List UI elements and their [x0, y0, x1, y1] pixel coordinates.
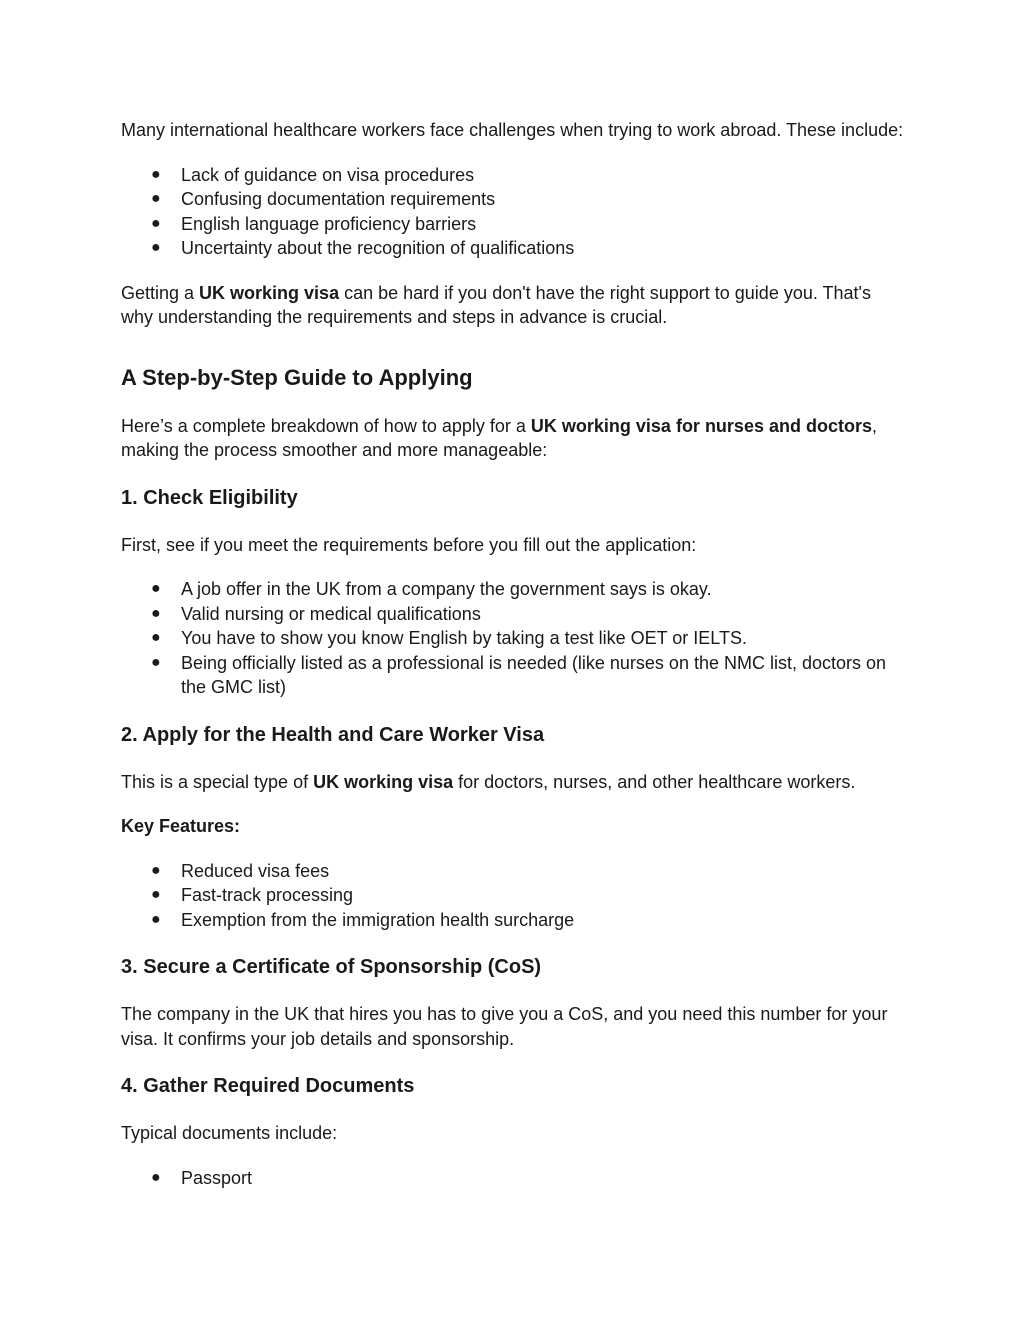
bullet-icon: ●: [151, 580, 161, 597]
document-page: [121, 118, 906, 1190]
step3-heading: 3. Secure a Certificate of Sponsorship (CoS): [121, 956, 542, 978]
eligibility-list: [121, 577, 906, 700]
list-item: ● You have to show you know English by taking a test like OET or IELTS.: [121, 626, 906, 651]
guide-keyword: UK working visa for nurses and doctors: [530, 415, 872, 436]
bullet-icon: ●: [151, 629, 161, 646]
step3-paragraph: The company in the UK that hires you has to give you a CoS, and you need this number for your visa. It confirms your job details and sponsorship.: [121, 1004, 888, 1049]
visa-paragraph: Getting a UK working visa can be hard if you don't have the right support to guide you. That's why understanding the requirements and steps in advance is crucial.: [121, 282, 871, 327]
bullet-icon: ●: [151, 910, 161, 928]
key-features-label: Key Features:: [121, 816, 241, 836]
intro-paragraph: Many international healthcare workers face challenges when trying to work abroad. These include:: [121, 120, 904, 140]
step4-intro: Typical documents include:: [121, 1123, 338, 1143]
features-list: [121, 859, 906, 933]
step1-heading: 1. Check Eligibility: [121, 486, 298, 509]
bullet-icon: ●: [151, 165, 161, 183]
list-item: ● Being officially listed as a professional is needed (like nurses on the NMC list, doctors on the GMC list): [151, 652, 887, 697]
list-item: ● Passport: [121, 1166, 906, 1191]
documents-list: [121, 1166, 906, 1191]
bullet-icon: ●: [151, 886, 161, 903]
list-item: ● A job offer in the UK from a company the government says is okay.: [121, 577, 906, 602]
bullet-icon: ●: [151, 604, 161, 622]
list-item: ● Lack of guidance on visa procedures: [121, 163, 906, 188]
list-item: ● English language proficiency barriers: [121, 212, 906, 237]
bullet-icon: ●: [151, 861, 161, 879]
guide-heading: A Step-by-Step Guide to Applying: [121, 364, 473, 390]
list-item: ● Exemption from the immigration health surcharge: [121, 908, 906, 933]
list-item: ● Fast-track processing: [121, 883, 906, 908]
list-item: ● Confusing documentation requirements: [121, 187, 906, 212]
guide-intro: Here’s a complete breakdown of how to apply for a UK working visa for nurses and doctors, making the process smoother and more manageable:: [121, 415, 877, 460]
step1-intro: First, see if you meet the requirements before you fill out the application:: [121, 534, 697, 555]
bullet-icon: ●: [151, 239, 161, 256]
bullet-icon: ●: [151, 653, 161, 671]
bullet-icon: ●: [151, 214, 161, 232]
step4-heading: 4. Gather Required Documents: [121, 1075, 415, 1097]
step2-keyword: UK working visa: [313, 771, 454, 792]
step2-heading: 2. Apply for the Health and Care Worker Visa: [121, 723, 545, 746]
list-item: ● Valid nursing or medical qualifications: [121, 602, 906, 627]
step2-intro: This is a special type of UK working visa for doctors, nurses, and other healthcare workers.: [121, 771, 856, 792]
challenges-list: [121, 163, 906, 261]
bullet-icon: ●: [151, 190, 161, 207]
list-item: ● Uncertainty about the recognition of qualifications: [121, 236, 906, 261]
bullet-icon: ●: [151, 1168, 161, 1186]
list-item: ● Reduced visa fees: [121, 859, 906, 884]
visa-keyword: UK working visa: [199, 282, 340, 303]
